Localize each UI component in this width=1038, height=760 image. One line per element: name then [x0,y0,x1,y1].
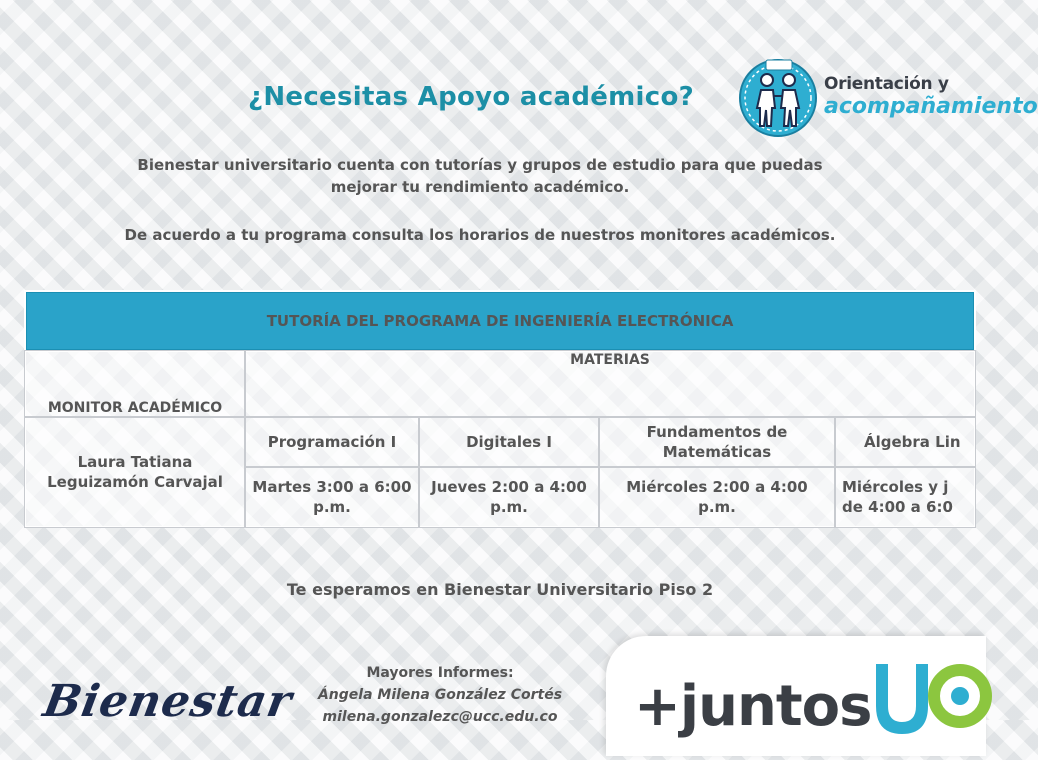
subjects-header: MATERIAS [245,351,975,417]
footer-brand-card [606,636,986,756]
intro-paragraph [90,154,870,198]
monitor-name: Laura Tatiana Leguizamón Carvajal [25,417,245,527]
contact-info [290,662,590,728]
orientacion-logo [736,56,1038,140]
page-title: ¿Necesitas Apoyo académico? [247,82,695,112]
intro-line-2: mejorar tu rendimiento académico. [330,178,630,196]
intro-instructions: De acuerdo a tu programa consulta los horarios de nuestros monitores académicos. [124,226,836,244]
closing-message: Te esperamos en Bienestar Universitario Piso 2 [286,580,714,599]
two-people-holding-hands-icon [736,56,826,140]
subject-name: Álgebra Lin [835,417,975,467]
logo-text-line2: acompañamiento [824,94,1038,119]
subject-schedule: Miércoles y j de 4:00 a 6:0 [835,467,975,527]
subject-schedule: Miércoles 2:00 a 4:00 p.m. [599,467,835,527]
intro-line-1: Bienestar universitario cuenta con tutorías y grupos de estudio para que puedas [137,156,823,174]
ucc-logo [868,660,988,760]
bienestar-logo: Bienestar [39,676,297,727]
monitor-header: MONITOR ACADÉMICO [25,351,245,417]
contact-label: Mayores Informes: [366,665,514,681]
juntos-logo: +juntos [634,674,872,739]
subject-schedule: Jueves 2:00 a 4:00 p.m. [419,467,599,527]
subject-name: Fundamentos de Matemáticas [599,417,835,467]
subject-schedule: Martes 3:00 a 6:00 p.m. [245,467,419,527]
contact-email: milena.gonzalezc@ucc.edu.co [322,709,558,725]
logo-text-line1: Orientación y [824,74,949,94]
subject-name: Programación I [245,417,419,467]
subject-name: Digitales I [419,417,599,467]
table-title: TUTORÍA DEL PROGRAMA DE INGENIERÍA ELECTRÓNICA [25,291,975,351]
tutoring-schedule-table [24,290,976,528]
contact-name: Ángela Milena González Cortés [317,687,563,703]
